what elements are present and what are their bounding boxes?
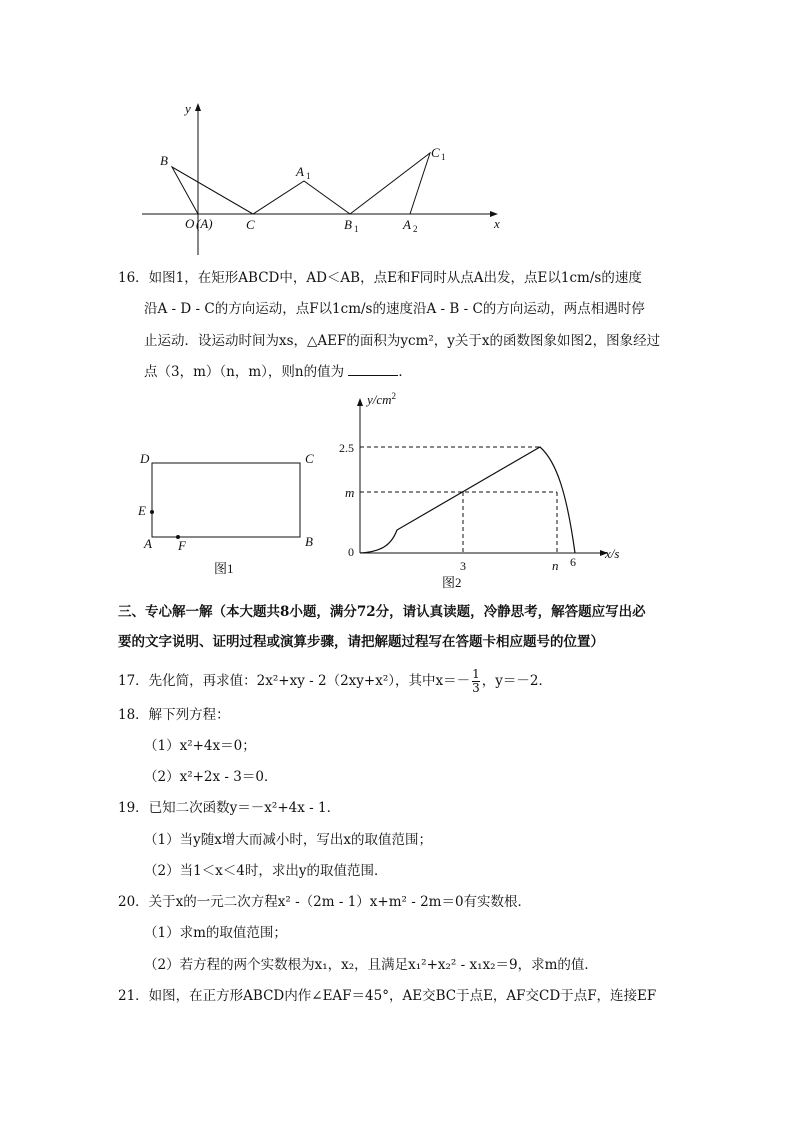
label-A: A (144, 536, 152, 551)
tick-2-5: 2.5 (339, 441, 354, 455)
q20-part2: （2）若方程的两个实数根为x₁，x₂，且满足x₁²+x₂² - x₁x₂＝9，求m的值． (144, 957, 598, 973)
tick-6: 6 (570, 555, 576, 569)
q18-part1: （1）x²+4x＝0； (144, 738, 256, 754)
y-axis-arrow (195, 103, 201, 111)
fig2-xlabel: x/s (605, 546, 620, 561)
answer-blank[interactable] (348, 362, 398, 376)
graph-curve (360, 447, 575, 553)
label-x: x (494, 216, 500, 231)
rectangle-abcd (152, 463, 300, 537)
label-C: C (305, 451, 314, 466)
q16-line4-text: 点（3，m）（n，m），则n的值为 (144, 364, 345, 380)
tick-3: 3 (460, 559, 466, 573)
tick-n: n (552, 558, 559, 573)
label-A1: A (296, 164, 304, 179)
label-A2: A (403, 217, 411, 232)
label-A-paren: (A) (196, 216, 213, 231)
label-y: y (185, 101, 191, 116)
q17-text-end: ，y＝－2． (481, 673, 552, 689)
frac-num: 1 (472, 667, 480, 681)
q16-line3: 止运动．设运动时间为xs，△AEF的面积为ycm²，y关于x的函数图象如图2，图象经过 (144, 333, 661, 349)
label-C1-sub: 1 (441, 152, 446, 162)
q21-line1: 21．如图，在正方形ABCD内作∠EAF＝45°，AE交BC于点E，AF交CD于点F，连接EF (118, 988, 657, 1004)
label-B1-sub: 1 (354, 224, 359, 234)
q20-part1: （1）求m的取值范围； (144, 925, 287, 941)
fraction-one-third (472, 668, 480, 695)
q17-text: 17．先化简，再求值：2x²+xy - 2（2xy+x²），其中x＝－ (118, 673, 471, 689)
section3-line1: 三、专心解一解（本大题共8小题，满分72分，请认真读题，冷静思考，解答题应写出必 (118, 604, 646, 620)
label-C: C (246, 217, 255, 232)
q16-line4-end: ． (398, 364, 412, 380)
point-E (150, 510, 154, 514)
fig2-ylabel-sup: 2 (391, 391, 397, 401)
q19-part2: （2）当1＜x＜4时，求出y的取值范围． (144, 863, 388, 879)
q16-line2: 沿A - D - C的方向运动，点F以1cm/s的速度沿A - B - C的方向运动，两点相遇时停 (144, 301, 645, 317)
label-E: E (138, 503, 146, 518)
top-figure (130, 95, 520, 260)
q18-title: 18．解下列方程： (118, 707, 230, 723)
label-B: B (305, 534, 313, 549)
label-A2-sub: 2 (413, 224, 418, 234)
label-O: O (185, 216, 195, 231)
label-C1: C (431, 145, 440, 160)
label-F: F (178, 538, 186, 553)
q19-title: 19．已知二次函数y＝－x²+4x - 1． (118, 800, 341, 816)
fig2-y-arrow (357, 398, 363, 406)
fig2-ylabel: $y/cm^2$ (367, 391, 397, 407)
label-D: D (140, 451, 150, 466)
tick-m: m (345, 485, 355, 500)
q19-part1: （1）当y随x增大而减小时，写出x的取值范围； (144, 832, 432, 848)
polyline-shape (172, 153, 430, 214)
q16-line4 (144, 362, 744, 382)
frac-den: 3 (472, 681, 480, 695)
figure-1 (130, 448, 330, 583)
q20-title: 20．关于x的一元二次方程x² -（2m - 1）x+m² - 2m＝0有实数根． (118, 894, 532, 910)
figure-2-caption: 图2 (442, 575, 462, 590)
figure-2 (335, 390, 635, 595)
q17 (118, 668, 718, 695)
label-B1: B (344, 217, 352, 232)
section3-line2: 要的文字说明、证明过程或演算步骤，请把解题过程写在答题卡相应题号的位置） (118, 634, 604, 650)
label-A1-sub: 1 (306, 171, 311, 181)
segment-b-c (172, 167, 253, 214)
figure-1-caption: 图1 (214, 561, 234, 576)
tick-0: 0 (348, 545, 354, 559)
q16-line1: 16．如图1，在矩形ABCD中，AD＜AB，点E和F同时从点A出发，点E以1cm/s的速度 (118, 270, 642, 286)
label-B: B (160, 153, 168, 168)
q18-part2: （2）x²+2x - 3＝0． (144, 769, 278, 785)
